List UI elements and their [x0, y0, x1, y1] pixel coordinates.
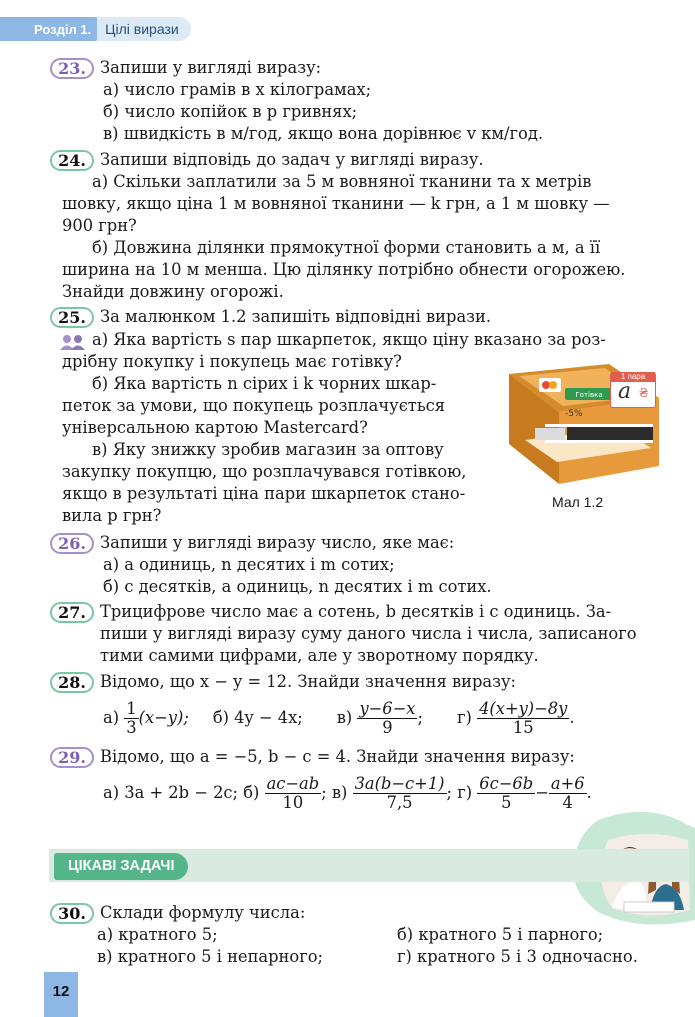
task-24-a3: 900 грн? — [62, 216, 137, 235]
task-30-a: а) кратного 5; — [97, 925, 218, 944]
task-28-d-num: 4(x+y)−8y — [479, 698, 568, 718]
task-29-b-label: б) — [243, 783, 260, 802]
task-28-a-num: 1 — [126, 698, 137, 718]
task-25-a1: а) Яка вартість s пар шкарпеток, якщо ціну вказано за роз- — [92, 330, 606, 349]
task-25-a2: дрібну покупку і покупець має готівку? — [62, 352, 402, 371]
task-30-b: б) кратного 5 і парного; — [397, 925, 604, 944]
task-29-d-num2: a+6 — [550, 773, 585, 793]
task-25-text: За малюнком 1.2 запишіть відповідні вирази. — [100, 307, 492, 326]
task-28-text: Відомо, що x − y = 12. Знайди значення виразу: — [100, 672, 517, 691]
section-label: Розділ 1. — [0, 17, 99, 41]
task-28-d-label: г) — [456, 708, 472, 727]
discount-label: -5% — [565, 409, 583, 419]
task-29-c-num: 3a(b−c+1) — [354, 773, 445, 793]
task-29-c-den: 7,5 — [386, 792, 413, 812]
task-27-l1: Трицифрове число має a сотень, b десятків і c одиниць. За- — [100, 602, 612, 621]
topic-label: Цілі вирази — [97, 17, 191, 41]
task-27-l3: тими самими цифрами, але у зворотному порядку. — [100, 646, 539, 665]
task-29-d-label: г) — [457, 783, 473, 802]
task-29-a: а) 3a + 2b − 2c; — [103, 783, 239, 802]
task-24-a1: а) Скільки заплатили за 5 м вовняної тканини та x метрів — [92, 172, 592, 191]
task-25-b3: універсальною картою Mastercard? — [62, 418, 368, 437]
task-28-c-den: 9 — [382, 717, 393, 737]
price-tag-currency: ₴ — [639, 386, 649, 400]
task-24-b2: ширина на 10 м менша. Цю ділянку потрібно обнести огорожею. — [62, 260, 626, 279]
task-28-a-den: 3 — [126, 717, 137, 737]
task-29-b-num: ac−ab — [266, 773, 320, 793]
task-28-b: б) 4y − 4x; — [212, 708, 303, 727]
task-28-c-label: в) — [336, 708, 353, 727]
cash-label: Готівка — [575, 391, 603, 399]
task-30-text: Склади формулу числа: — [100, 903, 306, 922]
task-29-c-end: ; — [446, 783, 453, 802]
task-28-a-rest: (x−y); — [138, 708, 189, 727]
task-24-b1: б) Довжина ділянки прямокутної форми становить a м, а її — [92, 238, 601, 257]
task-29-b-end: ; — [321, 783, 327, 802]
task-26-text: Запиши у вигляді виразу число, яке має: — [100, 533, 455, 552]
task-29-d-den2: 4 — [562, 792, 573, 812]
task-30-c: в) кратного 5 і непарного; — [97, 947, 324, 966]
task-number-28: 28. — [50, 672, 94, 693]
task-25-b1: б) Яка вартість n сірих і k чорних шкар- — [92, 374, 437, 393]
task-25-b2: петок за умови, що покупець розплачується — [62, 396, 446, 415]
task-28-d-den: 15 — [512, 717, 534, 737]
running-header — [0, 17, 191, 41]
task-25-c3: якщо в результаті ціна пари шкарпеток стано- — [62, 484, 466, 503]
task-29-b-den: 10 — [282, 792, 304, 812]
task-25-c2: закупку покупцю, що розплачувався готівкою, — [62, 462, 467, 481]
task-28-options — [103, 696, 575, 740]
task-25-c4: вила p грн? — [62, 506, 162, 525]
task-23-a: а) число грамів в x кілограмах; — [103, 80, 372, 99]
task-25-c1: в) Яку знижку зробив магазин за оптову — [92, 440, 444, 459]
task-30-d: г) кратного 5 і 3 одночасно. — [397, 947, 638, 966]
task-28-c-num: y−6−x — [359, 698, 416, 718]
price-tag — [610, 372, 656, 408]
task-23-c: в) швидкість в м/год, якщо вона дорівнює v км/год. — [103, 124, 544, 143]
task-23-b: б) число копійок в p гривнях; — [103, 102, 358, 121]
interesting-tasks-label: ЦІКАВІ ЗАДАЧІ — [54, 853, 188, 880]
task-28-a-label: а) — [103, 708, 120, 727]
task-24-a2: шовку, якщо ціна 1 м вовняної тканини — k грн, а 1 м шовку — — [62, 194, 610, 213]
task-29-d-num1: 6c−6b — [479, 773, 534, 793]
task-29-d-den1: 5 — [501, 792, 512, 812]
group-work-icon — [58, 333, 88, 351]
task-28-c-end: ; — [417, 708, 423, 727]
task-number-23: 23. — [50, 58, 94, 79]
task-23-text: Запиши у вигляді виразу: — [100, 58, 322, 77]
page-number: 12 — [44, 972, 78, 1017]
task-number-30: 30. — [50, 903, 94, 924]
task-24-text: Запиши відповідь до задач у вигляді виразу. — [100, 150, 484, 169]
price-tag-letter: a — [618, 379, 632, 404]
task-number-29: 29. — [50, 747, 94, 768]
figure-caption: Мал 1.2 — [552, 494, 604, 510]
task-29-options — [103, 771, 592, 815]
task-29-c-label: в) — [331, 783, 348, 802]
task-29-d-minus: − — [535, 783, 549, 802]
price-tag-top: 1 пара — [611, 372, 655, 382]
task-number-25: 25. — [50, 307, 94, 328]
task-27-l2: пиши у вигляді виразу суму даного числа і числа, записаного — [100, 624, 637, 643]
task-29-text: Відомо, що a = −5, b − c = 4. Знайди значення виразу: — [100, 747, 575, 766]
task-number-27: 27. — [50, 602, 94, 623]
task-29-d-end: . — [586, 783, 592, 802]
task-26-a: а) a одиниць, n десятих і m сотих; — [103, 555, 395, 574]
task-number-24: 24. — [50, 150, 94, 171]
task-24-b3: Знайди довжину огорожі. — [62, 282, 284, 301]
task-number-26: 26. — [50, 533, 94, 554]
task-28-d-end: . — [569, 708, 575, 727]
task-26-b: б) c десятків, a одиниць, n десятих і m сотих. — [103, 577, 492, 596]
